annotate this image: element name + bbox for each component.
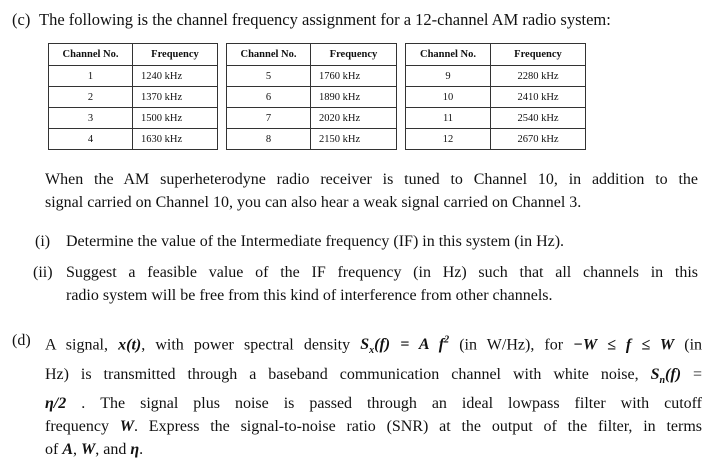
table-cell: 1760 kHz xyxy=(311,66,397,87)
table-cell: 3 xyxy=(49,108,133,129)
table-cell: 1240 kHz xyxy=(133,66,218,87)
part-d-line: frequency W. Express the signal-to-noise ratio (SNR) at the output of the filter, in terms xyxy=(45,417,703,435)
frequency-range: −W ≤ f ≤ W xyxy=(573,336,675,354)
sub-question-i xyxy=(35,230,698,253)
table-cell: 2 xyxy=(49,87,133,108)
sub-question-i-label: (i) xyxy=(35,233,51,250)
sub-question-ii-label: (ii) xyxy=(33,264,53,281)
table-cell: 11 xyxy=(406,108,491,129)
part-c-label: (c) xyxy=(12,10,31,29)
table-cell: 2670 kHz xyxy=(491,129,586,150)
table-header: Channel No. xyxy=(406,44,491,66)
table-cell: 8 xyxy=(227,129,311,150)
table-cell: 1500 kHz xyxy=(133,108,218,129)
table-cell: 7 xyxy=(227,108,311,129)
sub-question-ii-text: Suggest a feasible value of the IF frequency (in Hz) such that all channels in this xyxy=(66,264,698,281)
table-cell: 2540 kHz xyxy=(491,108,586,129)
table-header: Frequency xyxy=(133,44,218,66)
paragraph-line: signal carried on Channel 10, you can also hear a weak signal carried on Channel 3. xyxy=(45,194,582,211)
part-c-paragraph xyxy=(45,168,698,214)
part-c-intro-line xyxy=(12,10,611,30)
sub-question-i-text: Determine the value of the Intermediate frequency (IF) in this system (in Hz). xyxy=(66,233,565,250)
sub-question-ii-text: radio system will be free from this kind of interference from other channels. xyxy=(66,287,553,304)
table-gap xyxy=(397,44,406,66)
table-gap xyxy=(218,44,227,66)
channel-frequency-table xyxy=(48,43,586,150)
table-row xyxy=(49,129,586,150)
table-header-row xyxy=(49,44,586,66)
part-d xyxy=(12,329,703,458)
table-cell: 1890 kHz xyxy=(311,87,397,108)
table-row xyxy=(49,87,586,108)
table-header: Frequency xyxy=(491,44,586,66)
sub-question-ii xyxy=(33,261,698,307)
eta-half-symbol: η/2 xyxy=(45,394,67,412)
table-header: Frequency xyxy=(311,44,397,66)
part-d-line: η/2 . The signal plus noise is passed through an ideal lowpass filter with cutoff xyxy=(45,394,702,412)
table-cell: 5 xyxy=(227,66,311,87)
table-cell: 2410 kHz xyxy=(491,87,586,108)
table-header: Channel No. xyxy=(49,44,133,66)
table-cell: 2020 kHz xyxy=(311,108,397,129)
table-cell: 2280 kHz xyxy=(491,66,586,87)
table-row xyxy=(49,108,586,129)
table-cell: 9 xyxy=(406,66,491,87)
table-cell: 4 xyxy=(49,129,133,150)
part-c-intro: The following is the channel frequency assignment for a 12-channel AM radio system: xyxy=(39,10,611,29)
psd-symbol: $S_x(f) = A$ $f^2$ xyxy=(360,335,450,357)
table-cell: 2150 kHz xyxy=(311,129,397,150)
table-cell: 1 xyxy=(49,66,133,87)
table-cell: 10 xyxy=(406,87,491,108)
table-cell: 12 xyxy=(406,129,491,150)
part-d-line: Hz) is transmitted through a baseband communication channel with white noise, $S_n(f)$ = xyxy=(45,365,703,386)
table-header: Channel No. xyxy=(227,44,311,66)
table-cell: 1370 kHz xyxy=(133,87,218,108)
table-cell: 1630 kHz xyxy=(133,129,218,150)
noise-psd-symbol: $S_n(f)$ xyxy=(650,365,682,386)
signal-symbol: x(t) xyxy=(118,336,142,354)
table-cell: 6 xyxy=(227,87,311,108)
part-d-label: (d) xyxy=(12,332,31,349)
cutoff-symbol: W xyxy=(119,417,134,435)
paragraph-line: When the AM superheterodyne radio receiver is tuned to Channel 10, in addition to the xyxy=(45,171,698,188)
part-d-line: A signal, x(t), with power spectral density $S_x(f) = A$ $f^2$ (in W/Hz), for −W ≤ f ≤ W (in xyxy=(45,335,703,357)
part-d-line: of A, W, and η. xyxy=(45,440,144,458)
table-row xyxy=(49,66,586,87)
